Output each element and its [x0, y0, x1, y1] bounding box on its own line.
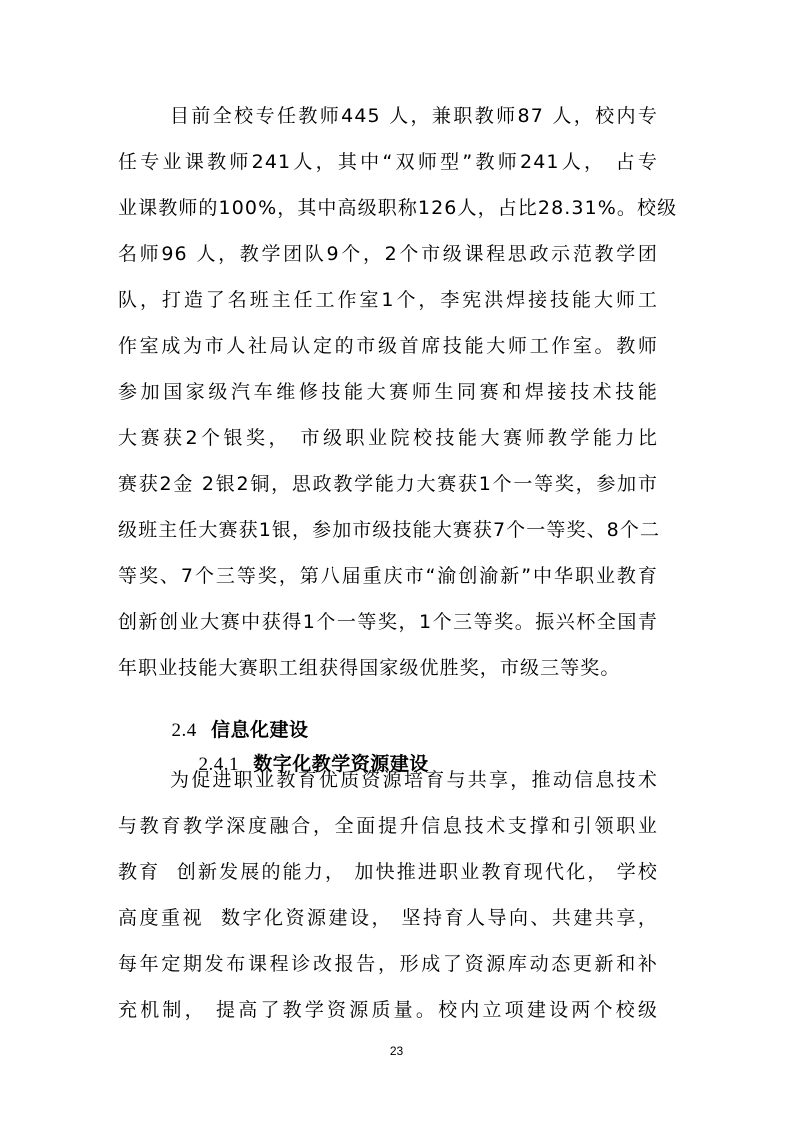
paragraph1-line-8: 大赛获2个银奖， 市级职业院校技能大赛师教学能力比: [118, 427, 658, 449]
paragraph1-line-11: 等奖、7个三等奖，第八届重庆市“渝创渝新”中华职业教育: [118, 565, 658, 587]
paragraph2-line-2: 与教育教学深度融合，全面提升信息技术支撑和引领职业: [118, 815, 658, 837]
paragraph2-line-3: 教育 创新发展的能力， 加快推进职业教育现代化， 学校: [118, 861, 658, 883]
paragraph1-line-13: 年职业技能大赛职工组获得国家级优胜奖，市级三等奖。: [118, 657, 621, 679]
paragraph1-line-10: 级班主任大赛获1银，参加市级技能大赛获7个一等奖、8个二: [118, 519, 661, 541]
paragraph2-line-1: 为促进职业教育优质资源培育与共享，推动信息技术: [170, 769, 658, 791]
paragraph1-line-5: 队，打造了名班主任工作室1个，李宪洪焊接技能大师工: [118, 289, 658, 311]
section-number: 2.4: [171, 720, 197, 741]
section-title: 信息化建设: [210, 719, 309, 741]
page-number: 23: [389, 1044, 404, 1058]
subsection-title: 数字化教学资源建设: [253, 753, 429, 775]
paragraph2-line-4: 高度重视 数字化资源建设， 坚持育人导向、共建共享，: [118, 907, 658, 929]
paragraph1-line-6: 作室成为市人社局认定的市级首席技能大师工作室。教师: [118, 335, 658, 357]
subsection-number: 2.4.1: [198, 754, 239, 775]
paragraph1-line-12: 创新创业大赛中获得1个一等奖，1个三等奖。振兴杯全国青: [118, 611, 658, 633]
paragraph1-line-7: 参加国家级汽车维修技能大赛师生同赛和焊接技术技能: [118, 381, 658, 403]
paragraph1-line-2: 任专业课教师241人，其中“双师型”教师241人， 占专: [118, 151, 658, 173]
paragraph2-line-5: 每年定期发布课程诊改报告，形成了资源库动态更新和补: [118, 953, 658, 975]
paragraph1-line-9: 赛获2金 2银2铜，思政教学能力大赛获1个一等奖，参加市: [118, 473, 658, 495]
paragraph2-line-6: 充机制， 提高了教学资源质量。校内立项建设两个校级: [118, 999, 658, 1021]
paragraph1-line-3: 业课教师的100%，其中高级职称126人，占比28.31%。校级: [118, 197, 678, 219]
paragraph1-line-4: 名师96 人，教学团队9个，2个市级课程思政示范教学团: [118, 243, 658, 265]
paragraph1-line-1: 目前全校专任教师445 人，兼职教师87 人，校内专: [170, 105, 658, 127]
